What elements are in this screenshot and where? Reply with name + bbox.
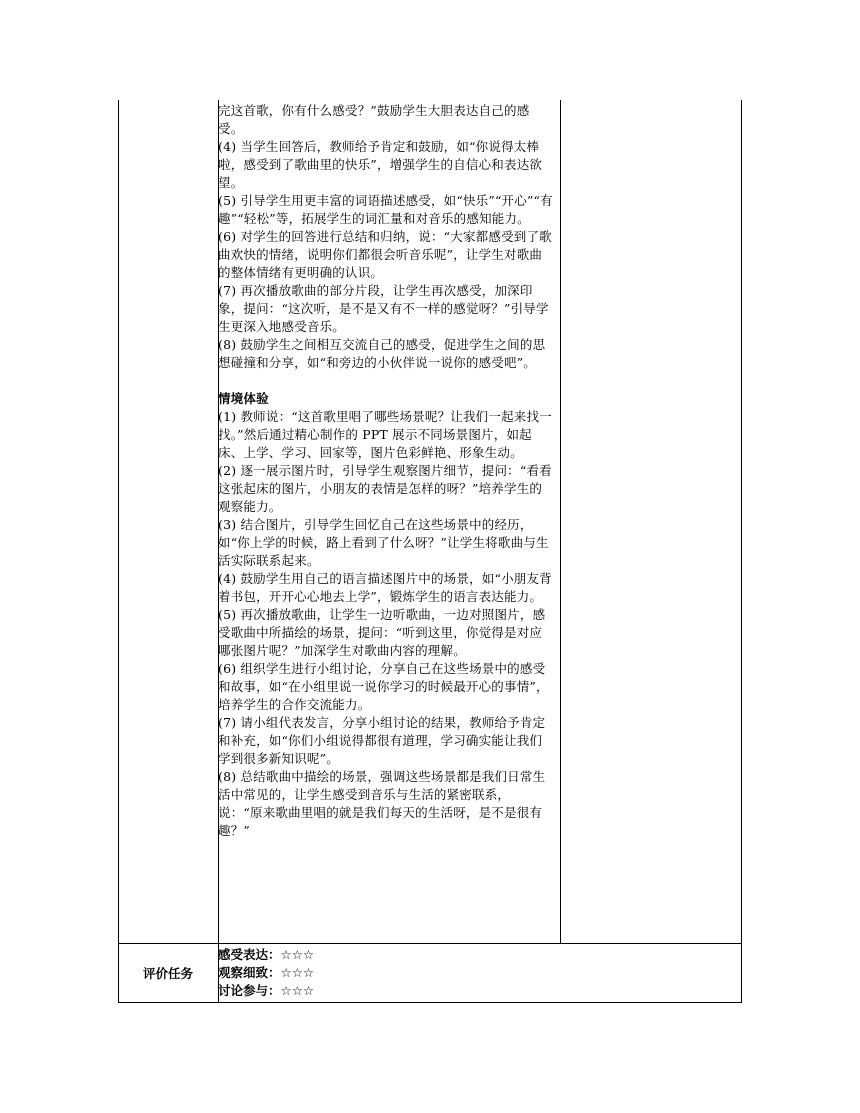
paragraph: (2) 逐一展示图片时，引导学生观察图片细节，提问：“看看这张起床的图片，小朋友的表情是怎样的呀？”培养学生的观察能力。 <box>218 463 552 514</box>
evaluation-item-name: 观察细致： <box>218 965 281 980</box>
paragraph: (7) 再次播放歌曲的部分片段，让学生再次感受，加深印象，提问：“这次听，是不是又有不一样的感觉呀？”引导学生更深入地感受音乐。 <box>218 283 549 334</box>
evaluation-item <box>218 946 554 964</box>
star-rating: ☆☆☆ <box>280 983 315 998</box>
paragraph: (5) 引导学生用更丰富的词语描述感受，如“快乐”“开心”“有趣”“轻松”等，拓展学生的词汇量和对音乐的感知能力。 <box>218 193 553 226</box>
table-border-right <box>741 100 742 1003</box>
evaluation-item <box>218 964 554 982</box>
evaluation-item-name: 讨论参与： <box>218 983 281 998</box>
star-rating: ☆☆☆ <box>280 947 315 962</box>
paragraph: (1) 教师说：“这首歌里唱了哪些场景呢？让我们一起来找一找。”然后通过精心制作的 PPT 展示不同场景图片，如起床、上学、学习、回家等，图片色彩鲜艳、形象生动。 <box>218 409 552 460</box>
table-divider-2 <box>560 100 561 943</box>
paragraph: (4) 当学生回答后，教师给予肯定和鼓励，如“你说得太棒啦，感受到了歌曲里的快乐”，增强学生的自信心和表达欲望。 <box>218 139 543 190</box>
paragraph: (6) 组织学生进行小组讨论，分享自己在这些场景中的感受和故事，如“在小组里说一说你学习的时候最开心的事情”，培养学生的合作交流能力。 <box>218 661 549 712</box>
evaluation-item-name: 感受表达： <box>218 947 281 962</box>
table-border-left <box>118 100 119 1003</box>
evaluation-item <box>218 982 554 1000</box>
paragraph: (6) 对学生的回答进行总结和归纳，说：“大家都感受到了歌曲欢快的情绪，说明你们都很会听音乐呢”，让学生对歌曲的整体情绪有更明确的认识。 <box>218 229 552 280</box>
paragraph: 完这首歌，你有什么感受？”鼓励学生大胆表达自己的感受。 <box>218 103 530 136</box>
section-heading: 情境体验 <box>218 391 269 406</box>
paragraph: (8) 鼓励学生之间相互交流自己的感受，促进学生之间的思想碰撞和分享，如“和旁边的小伙伴说一说你的感受吧”。 <box>218 337 546 370</box>
paragraph: (3) 结合图片，引导学生回忆自己在这些场景中的经历，如“你上学的时候，路上看到了什么呀？”让学生将歌曲与生活实际联系起来。 <box>218 517 549 568</box>
paragraph: (4) 鼓励学生用自己的语言描述图片中的场景，如“小朋友背着书包，开开心心地去上学”，锻炼学生的语言表达能力。 <box>218 571 552 604</box>
evaluation-label: 评价任务 <box>142 966 193 981</box>
paragraph: (8) 总结歌曲中描绘的场景，强调这些场景都是我们日常生活中常见的，让学生感受到音乐与生活的紧密联系，说：“原来歌曲里唱的就是我们每天的生活呀，是不是很有趣？” <box>218 769 546 838</box>
process-cell <box>218 102 554 840</box>
table-border-bottom <box>118 1002 742 1003</box>
star-rating: ☆☆☆ <box>280 965 315 980</box>
paragraph: (5) 再次播放歌曲，让学生一边听歌曲，一边对照图片，感受歌曲中所描绘的场景，提问：“听到这里，你觉得是对应哪张图片呢？”加深学生对歌曲内容的理解。 <box>218 607 546 658</box>
paragraph: (7) 请小组代表发言，分享小组讨论的结果，教师给予肯定和补充，如“你们小组说得都很有道理，学习确实能让我们学到很多新知识呢”。 <box>218 715 546 766</box>
evaluation-items <box>218 946 554 1000</box>
